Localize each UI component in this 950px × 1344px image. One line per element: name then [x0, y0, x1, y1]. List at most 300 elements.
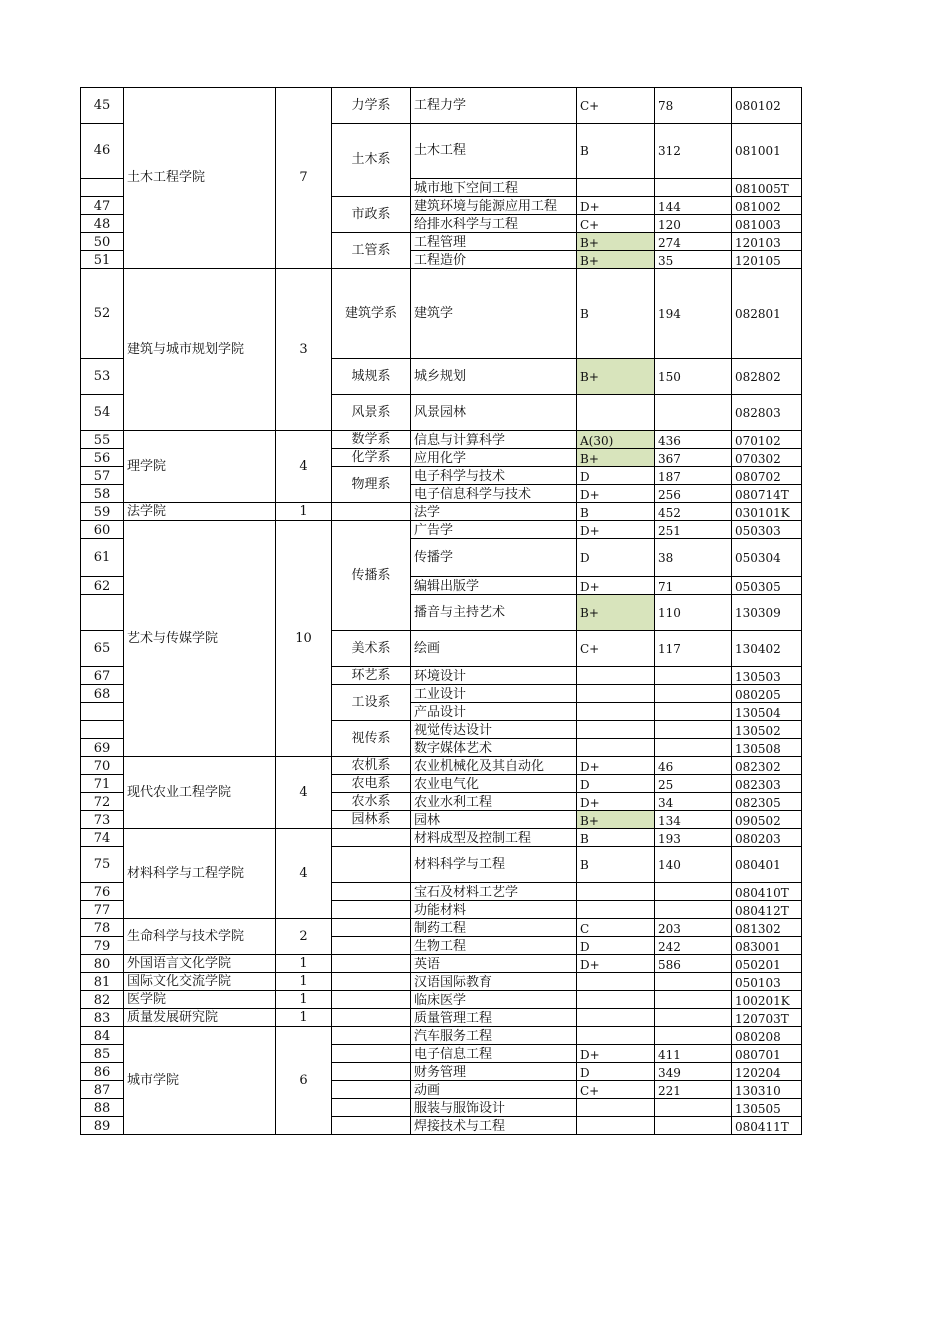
row-number-cell[interactable]: 74 [81, 829, 124, 847]
row-number-cell[interactable]: 52 [81, 269, 124, 359]
major-code-cell[interactable]: 080412T [732, 901, 802, 919]
department-cell[interactable]: 土木系 [332, 124, 411, 197]
major-code-cell[interactable]: 130309 [732, 595, 802, 631]
college-cell[interactable]: 法学院 [124, 503, 276, 521]
row-number-cell[interactable]: 69 [81, 739, 124, 757]
major-name-cell[interactable]: 编辑出版学 [411, 577, 577, 595]
grade-cell[interactable]: D+ [577, 521, 655, 539]
major-name-cell[interactable]: 信息与计算科学 [411, 431, 577, 449]
row-number-cell[interactable]: 87 [81, 1081, 124, 1099]
major-name-cell[interactable]: 农业水利工程 [411, 793, 577, 811]
enrollment-count-cell[interactable]: 25 [655, 775, 732, 793]
department-cell[interactable] [332, 1063, 411, 1081]
table-row [81, 431, 802, 449]
enrollment-count-cell[interactable]: 452 [655, 503, 732, 521]
row-number-cell[interactable] [81, 721, 124, 739]
enrollment-count-cell[interactable] [655, 1027, 732, 1045]
college-major-count-cell[interactable]: 1 [276, 503, 332, 521]
grade-cell[interactable]: B+ [577, 595, 655, 631]
department-cell[interactable]: 农电系 [332, 775, 411, 793]
major-code-cell[interactable]: 070302 [732, 449, 802, 467]
major-name-cell[interactable]: 工程力学 [411, 88, 577, 124]
row-number-cell[interactable] [81, 595, 124, 631]
enrollment-count-cell[interactable] [655, 973, 732, 991]
college-major-count-cell[interactable]: 1 [276, 991, 332, 1009]
enrollment-count-cell[interactable] [655, 721, 732, 739]
college-major-count-cell[interactable]: 10 [276, 521, 332, 757]
major-name-cell[interactable]: 建筑学 [411, 269, 577, 359]
enrollment-count-cell[interactable] [655, 667, 732, 685]
college-cell[interactable]: 城市学院 [124, 1027, 276, 1135]
college-cell[interactable]: 质量发展研究院 [124, 1009, 276, 1027]
enrollment-count-cell[interactable]: 117 [655, 631, 732, 667]
college-major-count-cell[interactable]: 6 [276, 1027, 332, 1135]
grade-cell[interactable]: D [577, 1063, 655, 1081]
college-cell[interactable]: 生命科学与技术学院 [124, 919, 276, 955]
row-number-cell[interactable]: 77 [81, 901, 124, 919]
enrollment-count-cell[interactable]: 71 [655, 577, 732, 595]
major-code-cell[interactable]: 081302 [732, 919, 802, 937]
row-number-cell[interactable]: 65 [81, 631, 124, 667]
row-number-cell[interactable]: 88 [81, 1099, 124, 1117]
department-cell[interactable]: 风景系 [332, 395, 411, 431]
major-code-cell[interactable]: 082803 [732, 395, 802, 431]
row-number-cell[interactable]: 72 [81, 793, 124, 811]
grade-cell[interactable]: A(30) [577, 431, 655, 449]
major-name-cell[interactable]: 工程管理 [411, 233, 577, 251]
enrollment-count-cell[interactable] [655, 1117, 732, 1135]
department-cell[interactable]: 农水系 [332, 793, 411, 811]
grade-cell[interactable] [577, 703, 655, 721]
row-number-cell[interactable]: 47 [81, 197, 124, 215]
college-cell[interactable]: 现代农业工程学院 [124, 757, 276, 829]
row-number-cell[interactable]: 50 [81, 233, 124, 251]
enrollment-count-cell[interactable]: 242 [655, 937, 732, 955]
major-code-cell[interactable]: 130505 [732, 1099, 802, 1117]
college-cell[interactable]: 艺术与传媒学院 [124, 521, 276, 757]
major-code-cell[interactable]: 120103 [732, 233, 802, 251]
enrollment-count-cell[interactable] [655, 901, 732, 919]
college-cell[interactable]: 理学院 [124, 431, 276, 503]
enrollment-count-cell[interactable]: 150 [655, 359, 732, 395]
major-name-cell[interactable]: 汉语国际教育 [411, 973, 577, 991]
enrollment-count-cell[interactable]: 312 [655, 124, 732, 179]
grade-cell[interactable]: D+ [577, 1045, 655, 1063]
row-number-cell[interactable]: 53 [81, 359, 124, 395]
department-cell[interactable]: 城规系 [332, 359, 411, 395]
department-cell[interactable]: 工设系 [332, 685, 411, 721]
enrollment-count-cell[interactable] [655, 685, 732, 703]
major-code-cell[interactable]: 050303 [732, 521, 802, 539]
major-name-cell[interactable]: 应用化学 [411, 449, 577, 467]
major-code-cell[interactable]: 082302 [732, 757, 802, 775]
major-name-cell[interactable]: 绘画 [411, 631, 577, 667]
department-cell[interactable]: 市政系 [332, 197, 411, 233]
grade-cell[interactable]: D+ [577, 485, 655, 503]
major-code-cell[interactable]: 050305 [732, 577, 802, 595]
college-major-count-cell[interactable]: 1 [276, 973, 332, 991]
major-code-cell[interactable]: 080102 [732, 88, 802, 124]
grade-cell[interactable]: D+ [577, 197, 655, 215]
grade-cell[interactable]: B+ [577, 811, 655, 829]
department-cell[interactable] [332, 1045, 411, 1063]
enrollment-count-cell[interactable]: 187 [655, 467, 732, 485]
college-major-count-cell[interactable]: 4 [276, 829, 332, 919]
grade-cell[interactable] [577, 901, 655, 919]
major-name-cell[interactable]: 功能材料 [411, 901, 577, 919]
major-code-cell[interactable]: 120204 [732, 1063, 802, 1081]
major-code-cell[interactable]: 130504 [732, 703, 802, 721]
major-name-cell[interactable]: 材料成型及控制工程 [411, 829, 577, 847]
major-name-cell[interactable]: 电子信息工程 [411, 1045, 577, 1063]
grade-cell[interactable]: B+ [577, 233, 655, 251]
row-number-cell[interactable]: 61 [81, 539, 124, 577]
department-cell[interactable] [332, 829, 411, 847]
grade-cell[interactable]: D+ [577, 577, 655, 595]
college-major-count-cell[interactable]: 3 [276, 269, 332, 431]
grade-cell[interactable]: C+ [577, 631, 655, 667]
row-number-cell[interactable]: 79 [81, 937, 124, 955]
grade-cell[interactable] [577, 1027, 655, 1045]
department-cell[interactable] [332, 503, 411, 521]
grade-cell[interactable] [577, 667, 655, 685]
department-cell[interactable]: 视传系 [332, 721, 411, 757]
row-number-cell[interactable]: 62 [81, 577, 124, 595]
major-code-cell[interactable]: 081002 [732, 197, 802, 215]
row-number-cell[interactable]: 75 [81, 847, 124, 883]
enrollment-count-cell[interactable] [655, 883, 732, 901]
major-code-cell[interactable]: 082303 [732, 775, 802, 793]
enrollment-count-cell[interactable]: 274 [655, 233, 732, 251]
row-number-cell[interactable]: 78 [81, 919, 124, 937]
department-cell[interactable]: 园林系 [332, 811, 411, 829]
table-row [81, 973, 802, 991]
major-code-cell[interactable]: 080205 [732, 685, 802, 703]
major-name-cell[interactable]: 临床医学 [411, 991, 577, 1009]
major-code-cell[interactable]: 120105 [732, 251, 802, 269]
department-cell[interactable] [332, 1117, 411, 1135]
major-name-cell[interactable]: 视觉传达设计 [411, 721, 577, 739]
department-cell[interactable] [332, 1027, 411, 1045]
grade-cell[interactable] [577, 721, 655, 739]
table-row [81, 919, 802, 937]
department-cell[interactable] [332, 1081, 411, 1099]
grade-cell[interactable]: D+ [577, 955, 655, 973]
row-number-cell[interactable]: 57 [81, 467, 124, 485]
row-number-cell[interactable]: 68 [81, 685, 124, 703]
major-name-cell[interactable]: 质量管理工程 [411, 1009, 577, 1027]
enrollment-count-cell[interactable] [655, 991, 732, 1009]
row-number-cell[interactable]: 71 [81, 775, 124, 793]
grade-cell[interactable] [577, 1117, 655, 1135]
row-number-cell[interactable]: 89 [81, 1117, 124, 1135]
major-code-cell[interactable]: 050201 [732, 955, 802, 973]
major-code-cell[interactable]: 130503 [732, 667, 802, 685]
enrollment-count-cell[interactable]: 120 [655, 215, 732, 233]
row-number-cell[interactable]: 51 [81, 251, 124, 269]
college-cell[interactable]: 外国语言文化学院 [124, 955, 276, 973]
grade-cell[interactable] [577, 739, 655, 757]
major-code-cell[interactable]: 050103 [732, 973, 802, 991]
enrollment-count-cell[interactable]: 78 [655, 88, 732, 124]
department-cell[interactable] [332, 883, 411, 901]
major-code-cell[interactable]: 050304 [732, 539, 802, 577]
grade-cell[interactable]: B+ [577, 449, 655, 467]
enrollment-count-cell[interactable] [655, 1009, 732, 1027]
grade-cell[interactable] [577, 973, 655, 991]
major-name-cell[interactable]: 土木工程 [411, 124, 577, 179]
major-name-cell[interactable]: 电子科学与技术 [411, 467, 577, 485]
college-major-count-cell[interactable]: 7 [276, 88, 332, 269]
major-name-cell[interactable]: 生物工程 [411, 937, 577, 955]
enrollment-count-cell[interactable]: 256 [655, 485, 732, 503]
major-code-cell[interactable]: 081003 [732, 215, 802, 233]
enrollment-count-cell[interactable]: 144 [655, 197, 732, 215]
department-cell[interactable]: 环艺系 [332, 667, 411, 685]
major-code-cell[interactable]: 090502 [732, 811, 802, 829]
department-cell[interactable] [332, 847, 411, 883]
table-row [81, 88, 802, 124]
major-name-cell[interactable]: 传播学 [411, 539, 577, 577]
row-number-cell[interactable]: 45 [81, 88, 124, 124]
department-cell[interactable] [332, 919, 411, 937]
major-name-cell[interactable]: 播音与主持艺术 [411, 595, 577, 631]
grade-cell[interactable] [577, 991, 655, 1009]
major-name-cell[interactable]: 园林 [411, 811, 577, 829]
major-code-cell[interactable]: 080410T [732, 883, 802, 901]
major-name-cell[interactable]: 材料科学与工程 [411, 847, 577, 883]
enrollment-count-cell[interactable]: 140 [655, 847, 732, 883]
department-cell[interactable] [332, 991, 411, 1009]
row-number-cell[interactable]: 83 [81, 1009, 124, 1027]
grade-cell[interactable]: D [577, 467, 655, 485]
enrollment-count-cell[interactable]: 134 [655, 811, 732, 829]
major-name-cell[interactable]: 宝石及材料工艺学 [411, 883, 577, 901]
enrollment-count-cell[interactable]: 349 [655, 1063, 732, 1081]
major-code-cell[interactable]: 070102 [732, 431, 802, 449]
department-cell[interactable]: 数学系 [332, 431, 411, 449]
enrollment-count-cell[interactable] [655, 703, 732, 721]
row-number-cell[interactable]: 76 [81, 883, 124, 901]
grade-cell[interactable]: B+ [577, 251, 655, 269]
major-name-cell[interactable]: 汽车服务工程 [411, 1027, 577, 1045]
major-name-cell[interactable]: 服装与服饰设计 [411, 1099, 577, 1117]
table-row [81, 269, 802, 359]
row-number-cell[interactable]: 60 [81, 521, 124, 539]
grade-cell[interactable]: C [577, 919, 655, 937]
major-code-cell[interactable]: 130402 [732, 631, 802, 667]
major-code-cell[interactable]: 080701 [732, 1045, 802, 1063]
college-major-count-cell[interactable]: 1 [276, 1009, 332, 1027]
row-number-cell[interactable] [81, 179, 124, 197]
row-number-cell[interactable]: 54 [81, 395, 124, 431]
row-number-cell[interactable]: 73 [81, 811, 124, 829]
major-name-cell[interactable]: 广告学 [411, 521, 577, 539]
college-major-count-cell[interactable]: 4 [276, 431, 332, 503]
row-number-cell[interactable]: 56 [81, 449, 124, 467]
major-name-cell[interactable]: 工业设计 [411, 685, 577, 703]
enrollment-count-cell[interactable]: 34 [655, 793, 732, 811]
major-code-cell[interactable]: 100201K [732, 991, 802, 1009]
major-code-cell[interactable]: 080401 [732, 847, 802, 883]
major-name-cell[interactable]: 建筑环境与能源应用工程 [411, 197, 577, 215]
major-code-cell[interactable]: 080208 [732, 1027, 802, 1045]
department-cell[interactable]: 美术系 [332, 631, 411, 667]
grade-cell[interactable]: D+ [577, 757, 655, 775]
college-major-count-cell[interactable]: 1 [276, 955, 332, 973]
department-cell[interactable]: 物理系 [332, 467, 411, 503]
grade-cell[interactable]: D [577, 937, 655, 955]
enrollment-count-cell[interactable]: 436 [655, 431, 732, 449]
enrollment-count-cell[interactable]: 411 [655, 1045, 732, 1063]
department-cell[interactable] [332, 955, 411, 973]
department-cell[interactable]: 农机系 [332, 757, 411, 775]
major-code-cell[interactable]: 030101K [732, 503, 802, 521]
department-cell[interactable] [332, 1009, 411, 1027]
enrollment-count-cell[interactable]: 35 [655, 251, 732, 269]
grade-cell[interactable]: D [577, 539, 655, 577]
major-code-cell[interactable]: 082305 [732, 793, 802, 811]
row-number-cell[interactable]: 82 [81, 991, 124, 1009]
major-name-cell[interactable]: 焊接技术与工程 [411, 1117, 577, 1135]
major-code-cell[interactable]: 130508 [732, 739, 802, 757]
row-number-cell[interactable]: 59 [81, 503, 124, 521]
grade-cell[interactable]: C+ [577, 88, 655, 124]
grade-cell[interactable]: D+ [577, 793, 655, 811]
grade-cell[interactable] [577, 1099, 655, 1117]
table-row [81, 757, 802, 775]
department-cell[interactable] [332, 901, 411, 919]
row-number-cell[interactable]: 85 [81, 1045, 124, 1063]
enrollment-count-cell[interactable] [655, 179, 732, 197]
major-code-cell[interactable]: 080702 [732, 467, 802, 485]
enrollment-count-cell[interactable]: 193 [655, 829, 732, 847]
grade-cell[interactable] [577, 1009, 655, 1027]
row-number-cell[interactable]: 81 [81, 973, 124, 991]
row-number-cell[interactable]: 70 [81, 757, 124, 775]
major-name-cell[interactable]: 产品设计 [411, 703, 577, 721]
grade-cell[interactable] [577, 685, 655, 703]
major-name-cell[interactable]: 法学 [411, 503, 577, 521]
major-code-cell[interactable]: 081001 [732, 124, 802, 179]
grade-cell[interactable]: B [577, 503, 655, 521]
grade-cell[interactable] [577, 179, 655, 197]
row-number-cell[interactable]: 46 [81, 124, 124, 179]
major-name-cell[interactable]: 农业电气化 [411, 775, 577, 793]
grade-cell[interactable]: D [577, 775, 655, 793]
row-number-cell[interactable]: 55 [81, 431, 124, 449]
grade-cell[interactable]: B [577, 847, 655, 883]
department-cell[interactable] [332, 937, 411, 955]
major-name-cell[interactable]: 数字媒体艺术 [411, 739, 577, 757]
enrollment-count-cell[interactable]: 251 [655, 521, 732, 539]
enrollment-count-cell[interactable]: 38 [655, 539, 732, 577]
row-number-cell[interactable]: 86 [81, 1063, 124, 1081]
major-name-cell[interactable]: 英语 [411, 955, 577, 973]
table-row [81, 955, 802, 973]
enrollment-count-cell[interactable]: 221 [655, 1081, 732, 1099]
grade-cell[interactable] [577, 395, 655, 431]
grade-cell[interactable]: B [577, 124, 655, 179]
row-number-cell[interactable] [81, 703, 124, 721]
row-number-cell[interactable]: 84 [81, 1027, 124, 1045]
college-major-count-cell[interactable]: 4 [276, 757, 332, 829]
grade-cell[interactable]: C+ [577, 1081, 655, 1099]
enrollment-count-cell[interactable] [655, 739, 732, 757]
major-name-cell[interactable]: 制药工程 [411, 919, 577, 937]
major-code-cell[interactable]: 120703T [732, 1009, 802, 1027]
major-name-cell[interactable]: 风景园林 [411, 395, 577, 431]
major-name-cell[interactable]: 给排水科学与工程 [411, 215, 577, 233]
grade-cell[interactable]: B+ [577, 359, 655, 395]
table-row [81, 1027, 802, 1045]
major-code-cell[interactable]: 083001 [732, 937, 802, 955]
college-cell[interactable]: 材料科学与工程学院 [124, 829, 276, 919]
department-cell[interactable]: 建筑学系 [332, 269, 411, 359]
major-name-cell[interactable]: 环境设计 [411, 667, 577, 685]
enrollment-count-cell[interactable]: 194 [655, 269, 732, 359]
table-row [81, 1009, 802, 1027]
college-cell[interactable]: 医学院 [124, 991, 276, 1009]
college-cell[interactable]: 土木工程学院 [124, 88, 276, 269]
major-code-cell[interactable]: 080411T [732, 1117, 802, 1135]
department-cell[interactable]: 工管系 [332, 233, 411, 269]
table-row [81, 829, 802, 847]
enrollment-count-cell[interactable] [655, 1099, 732, 1117]
enrollment-count-cell[interactable]: 46 [655, 757, 732, 775]
major-code-cell[interactable]: 080714T [732, 485, 802, 503]
row-number-cell[interactable]: 67 [81, 667, 124, 685]
department-cell[interactable]: 力学系 [332, 88, 411, 124]
major-name-cell[interactable]: 工程造价 [411, 251, 577, 269]
major-name-cell[interactable]: 城乡规划 [411, 359, 577, 395]
college-major-count-cell[interactable]: 2 [276, 919, 332, 955]
major-code-cell[interactable]: 082801 [732, 269, 802, 359]
department-cell[interactable]: 传播系 [332, 521, 411, 631]
major-code-cell[interactable]: 082802 [732, 359, 802, 395]
grade-cell[interactable] [577, 883, 655, 901]
enrollment-count-cell[interactable]: 586 [655, 955, 732, 973]
enrollment-count-cell[interactable]: 203 [655, 919, 732, 937]
majors-table [80, 87, 802, 1135]
enrollment-count-cell[interactable] [655, 395, 732, 431]
major-name-cell[interactable]: 动画 [411, 1081, 577, 1099]
major-name-cell[interactable]: 农业机械化及其自动化 [411, 757, 577, 775]
college-cell[interactable]: 国际文化交流学院 [124, 973, 276, 991]
enrollment-count-cell[interactable]: 110 [655, 595, 732, 631]
row-number-cell[interactable]: 58 [81, 485, 124, 503]
department-cell[interactable] [332, 1099, 411, 1117]
enrollment-count-cell[interactable]: 367 [655, 449, 732, 467]
major-code-cell[interactable]: 130310 [732, 1081, 802, 1099]
grade-cell[interactable]: B [577, 829, 655, 847]
major-name-cell[interactable]: 财务管理 [411, 1063, 577, 1081]
department-cell[interactable]: 化学系 [332, 449, 411, 467]
department-cell[interactable] [332, 973, 411, 991]
grade-cell[interactable]: C+ [577, 215, 655, 233]
table-row [81, 503, 802, 521]
major-code-cell[interactable]: 081005T [732, 179, 802, 197]
row-number-cell[interactable]: 80 [81, 955, 124, 973]
major-name-cell[interactable]: 城市地下空间工程 [411, 179, 577, 197]
table-row [81, 521, 802, 539]
row-number-cell[interactable]: 48 [81, 215, 124, 233]
major-code-cell[interactable]: 080203 [732, 829, 802, 847]
major-code-cell[interactable]: 130502 [732, 721, 802, 739]
major-name-cell[interactable]: 电子信息科学与技术 [411, 485, 577, 503]
grade-cell[interactable]: B [577, 269, 655, 359]
college-cell[interactable]: 建筑与城市规划学院 [124, 269, 276, 431]
